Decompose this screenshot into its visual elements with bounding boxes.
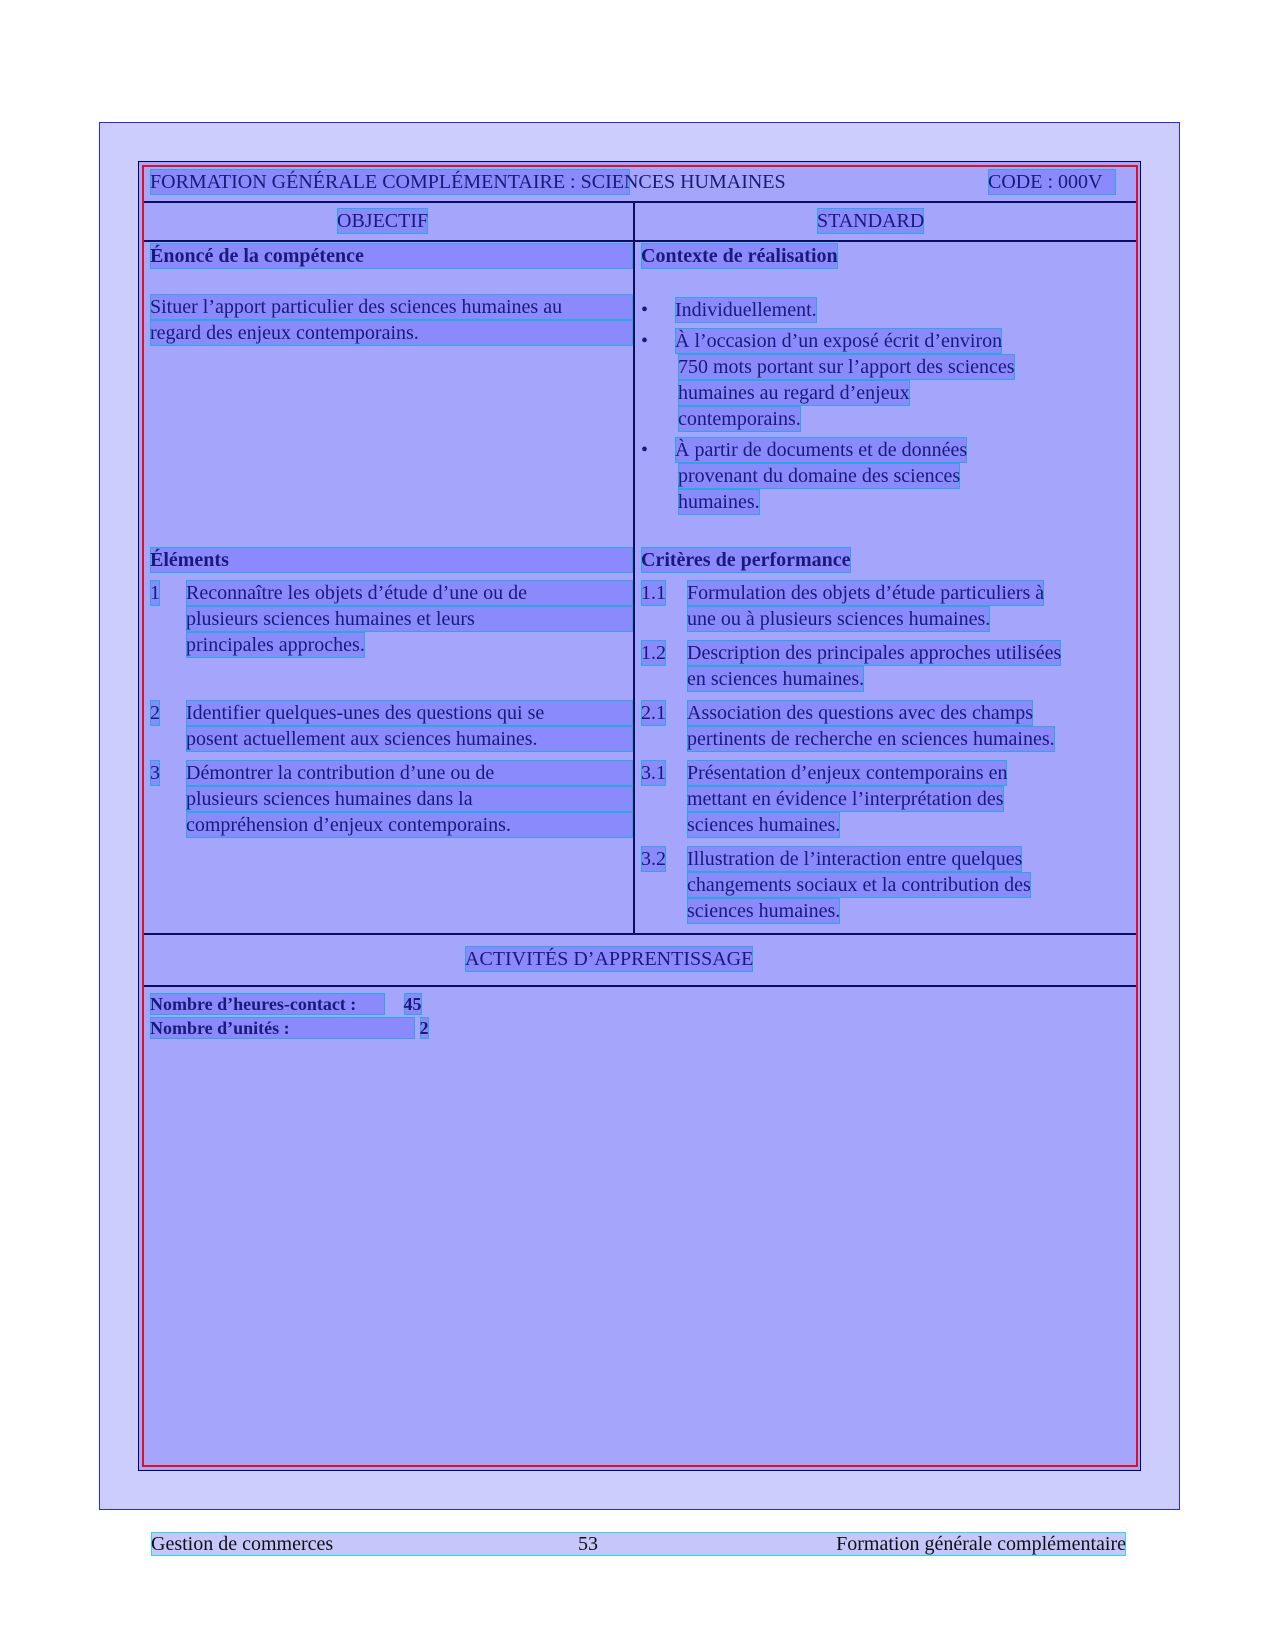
contexte-bullet-line: À partir de documents et de données bbox=[675, 439, 968, 461]
contexte-bullet-line: 750 mots portant sur l’apport des sciences bbox=[678, 356, 1015, 378]
criteres-heading: Critères de performance bbox=[641, 549, 851, 571]
elements-heading: Éléments bbox=[150, 547, 633, 573]
critere-number: 1.2 bbox=[641, 642, 666, 664]
element-line: Démontrer la contribution d’une ou de bbox=[186, 760, 633, 786]
enonce-heading: Énoncé de la compétence bbox=[150, 243, 633, 269]
critere-line: pertinents de recherche en sciences humaines. bbox=[687, 728, 1055, 750]
critere-line: Association des questions avec des champs bbox=[687, 702, 1034, 724]
element-line: compréhension d’enjeux contemporains. bbox=[186, 812, 633, 838]
element-number: 3 bbox=[150, 762, 160, 784]
element-number: 1 bbox=[150, 582, 160, 604]
critere-line: Illustration de l’interaction entre quelques bbox=[687, 848, 1023, 870]
critere-number: 2.1 bbox=[641, 702, 666, 724]
critere-line: changements sociaux et la contribution des bbox=[687, 874, 1031, 896]
critere-number: 3.2 bbox=[641, 848, 666, 870]
critere-line: sciences humaines. bbox=[687, 900, 841, 922]
enonce-line: Situer l’apport particulier des sciences humaines au bbox=[150, 294, 633, 320]
activities-top-rule bbox=[142, 933, 1138, 935]
bullet-icon: • bbox=[641, 439, 649, 461]
critere-line: en sciences humaines. bbox=[687, 668, 865, 690]
element-line: Reconnaître les objets d’étude d’une ou de bbox=[186, 580, 633, 606]
critere-line: Description des principales approches utilisées bbox=[687, 642, 1062, 664]
course-code: CODE : 000V bbox=[988, 169, 1116, 195]
critere-line: Formulation des objets d’étude particuliers à bbox=[687, 582, 1045, 604]
nombre-unites: Nombre d’unités : 2 bbox=[150, 1018, 429, 1038]
heures-contact: Nombre d’heures-contact : 45 bbox=[150, 994, 422, 1014]
critere-number: 3.1 bbox=[641, 762, 666, 784]
footer-left: Gestion de commerces bbox=[151, 1533, 334, 1555]
bullet-icon: • bbox=[641, 330, 649, 352]
contexte-heading: Contexte de réalisation bbox=[641, 245, 838, 267]
contexte-bullet-line: humaines. bbox=[678, 491, 760, 513]
element-line: Identifier quelques-unes des questions qui se bbox=[186, 700, 633, 726]
footer-right: Formation générale complémentaire bbox=[836, 1533, 1126, 1555]
bullet-icon: • bbox=[641, 299, 649, 321]
contexte-bullet-line: contemporains. bbox=[678, 408, 801, 430]
enonce-line: regard des enjeux contemporains. bbox=[150, 320, 633, 346]
contexte-bullet-line: Individuellement. bbox=[675, 299, 817, 321]
table-title: FORMATION GÉNÉRALE COMPLÉMENTAIRE : SCIENCES HUMAINES bbox=[150, 171, 786, 193]
contexte-bullet-line: provenant du domaine des sciences bbox=[678, 465, 961, 487]
element-number: 2 bbox=[150, 702, 160, 724]
element-line: principales approches. bbox=[186, 634, 365, 656]
activities-bottom-rule bbox=[142, 985, 1138, 987]
column-divider bbox=[633, 201, 635, 933]
page-footer bbox=[151, 1532, 1126, 1556]
contexte-bullet-line: humaines au regard d’enjeux bbox=[678, 382, 910, 404]
element-line: plusieurs sciences humaines et leurs bbox=[186, 606, 633, 632]
element-line: plusieurs sciences humaines dans la bbox=[186, 786, 633, 812]
column-header-objectif: OBJECTIF bbox=[337, 210, 429, 232]
page-number: 53 bbox=[578, 1533, 598, 1555]
critere-line: sciences humaines. bbox=[687, 814, 841, 836]
header-rule bbox=[142, 201, 1138, 203]
columns-rule bbox=[142, 240, 1138, 242]
element-line: posent actuellement aux sciences humaines. bbox=[186, 726, 633, 752]
critere-line: Présentation d’enjeux contemporains en bbox=[687, 762, 1008, 784]
contexte-bullet-line: À l’occasion d’un exposé écrit d’environ bbox=[675, 330, 1003, 352]
column-header-standard: STANDARD bbox=[817, 210, 925, 232]
critere-line: mettant en évidence l’interprétation des bbox=[687, 788, 1004, 810]
critere-line: une ou à plusieurs sciences humaines. bbox=[687, 608, 991, 630]
activites-heading: ACTIVITÉS D’APPRENTISSAGE bbox=[465, 948, 754, 970]
critere-number: 1.1 bbox=[641, 582, 666, 604]
